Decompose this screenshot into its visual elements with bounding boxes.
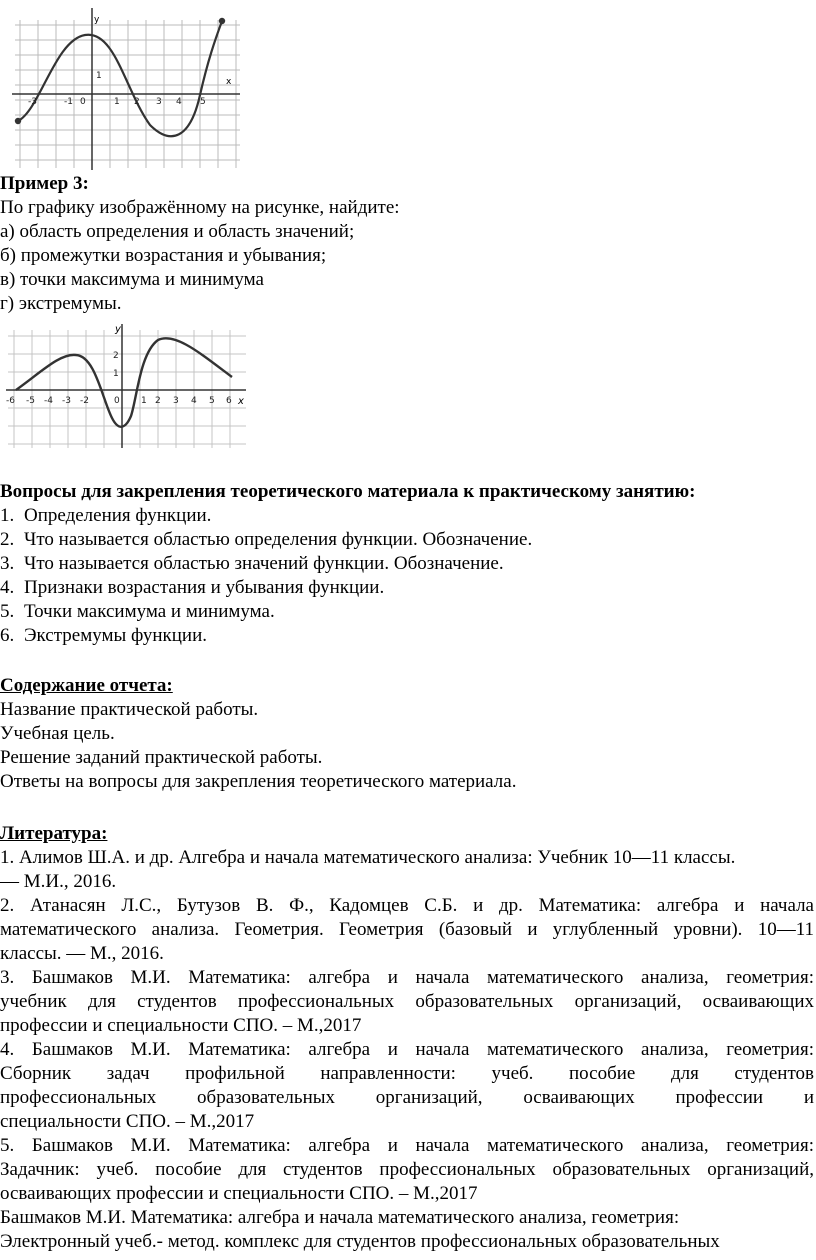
graph1-y-label: y — [94, 15, 100, 25]
report-line: Ответы на вопросы для закрепления теоретического материала. — [0, 771, 517, 792]
literature-line: классы. — М., 2016. — [0, 943, 164, 964]
graph1-x-label: x — [226, 77, 232, 87]
graph2-y-tick: 1 — [113, 369, 119, 379]
question-text: Признаки возрастания и убывания функции. — [24, 577, 385, 598]
graph2-y-tick: 2 — [113, 351, 119, 361]
question-item — [0, 528, 532, 552]
example-title: Пример 3: — [0, 173, 89, 194]
question-number: 6. — [0, 625, 15, 646]
question-item — [0, 504, 211, 528]
report-line: Решение заданий практической работы. — [0, 747, 323, 768]
graph1-tick: 0 — [80, 97, 86, 107]
graph2-grid — [8, 330, 246, 448]
literature-line: Задачник: учеб. пособие для студентов профессиональных образовательных организаций, — [0, 1159, 814, 1180]
graph1-curve — [18, 21, 222, 136]
literature-line: Электронный учеб.- метод. комплекс для студентов профессиональных образовательных — [0, 1231, 720, 1252]
example-line: в) точки максимума и минимума — [0, 269, 264, 290]
question-item — [0, 624, 207, 648]
literature-line: математического анализа. Геометрия. Геометрия (базовый и углубленный уровни). 10—11 — [0, 919, 814, 940]
report-line: Название практической работы. — [0, 699, 259, 720]
graph1-tick: 4 — [176, 97, 182, 107]
graph1-endpoint-right — [219, 18, 225, 24]
literature-line: Башмаков М.И. Математика: алгебра и начала математического анализа, геометрия: — [0, 1207, 680, 1228]
question-text: Что называется областью определения функции. Обозначение. — [24, 529, 533, 550]
graph2-curve — [16, 338, 232, 426]
graph2-x-tick: 5 — [209, 396, 215, 406]
graph2-x-tick: 3 — [173, 396, 179, 406]
graph2-x-tick: -2 — [80, 396, 89, 406]
graph2-x-tick: 4 — [191, 396, 197, 406]
graph2-x-tick: -4 — [44, 396, 53, 406]
graph1-tick: -3 — [28, 97, 37, 107]
graph2-x-label: x — [238, 396, 244, 407]
graph2-y-label: y — [115, 324, 121, 335]
graph1-tick: 1 — [114, 97, 120, 107]
example-line: а) область определения и область значений; — [0, 221, 355, 242]
question-item — [0, 600, 275, 624]
question-number: 3. — [0, 553, 15, 574]
function-graph-2 — [0, 318, 250, 453]
graph2-x-tick: 1 — [141, 396, 147, 406]
question-text: Что называется областью значений функции. Обозначение. — [24, 553, 504, 574]
question-text: Точки максимума и минимума. — [24, 601, 275, 622]
question-number: 4. — [0, 577, 15, 598]
example-line: г) экстремумы. — [0, 293, 122, 314]
literature-line: специальности СПО. – М.,2017 — [0, 1111, 255, 1132]
report-title: Содержание отчета: — [0, 675, 173, 696]
literature-line: 1. Алимов Ш.А. и др. Алгебра и начала математического анализа: Учебник 10—11 классы. — [0, 847, 736, 868]
literature-line: 3. Башмаков М.И. Математика: алгебра и начала математического анализа, геометрия: — [0, 967, 814, 988]
graph1-tick: 3 — [156, 97, 162, 107]
literature-line: 5. Башмаков М.И. Математика: алгебра и начала математического анализа, геометрия: — [0, 1135, 814, 1156]
function-graph-1 — [0, 0, 245, 172]
questions-title: Вопросы для закрепления теоретического материала к практическому занятию: — [0, 481, 696, 502]
graph1-tick: 2 — [134, 97, 140, 107]
graph2-x-tick: 0 — [114, 396, 120, 406]
literature-line: профессиональных образовательных организаций, осваивающих профессии и — [0, 1087, 814, 1108]
report-line: Учебная цель. — [0, 723, 115, 744]
graph1-endpoint-left — [15, 118, 21, 124]
literature-line: — М.И., 2016. — [0, 871, 117, 892]
question-item — [0, 576, 384, 600]
literature-line: 4. Башмаков М.И. Математика: алгебра и начала математического анализа, геометрия: — [0, 1039, 814, 1060]
question-number: 2. — [0, 529, 15, 550]
literature-line: осваивающих профессии и специальности СПО. – М.,2017 — [0, 1183, 478, 1204]
question-text: Определения функции. — [24, 505, 212, 526]
graph1-tick: -1 — [64, 97, 73, 107]
literature-line: учебник для студентов профессиональных образовательных организаций, осваивающих — [0, 991, 814, 1012]
graph2-x-tick: 6 — [226, 396, 232, 406]
graph2-x-tick: 2 — [155, 396, 161, 406]
example-line: б) промежутки возрастания и убывания; — [0, 245, 327, 266]
literature-line: профессии и специальности СПО. – М.,2017 — [0, 1015, 362, 1036]
question-item — [0, 552, 504, 576]
graph1-tick: 5 — [200, 97, 206, 107]
literature-line: 2. Атанасян Л.С., Бутузов В. Ф., Кадомцев С.Б. и др. Математика: алгебра и начала — [0, 895, 814, 916]
example-line: По графику изображённому на рисунке, найдите: — [0, 197, 400, 218]
graph2-x-tick: -3 — [62, 396, 71, 406]
question-number: 1. — [0, 505, 15, 526]
question-number: 5. — [0, 601, 15, 622]
graph2-x-tick: -6 — [6, 396, 15, 406]
graph2-x-tick: -5 — [26, 396, 35, 406]
literature-line: Сборник задач профильной направленности: учеб. пособие для студентов — [0, 1063, 814, 1084]
question-text: Экстремумы функции. — [24, 625, 208, 646]
graph1-tick: 1 — [96, 71, 102, 81]
literature-title: Литература: — [0, 823, 108, 844]
